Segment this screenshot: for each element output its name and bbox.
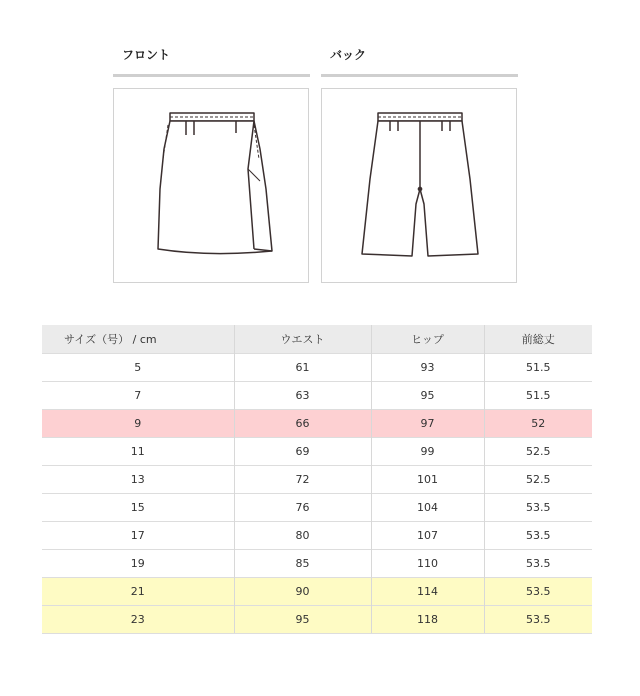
cell-hip: 110 <box>371 550 484 578</box>
cell-size: 17 <box>42 522 234 550</box>
back-view-label: バック <box>330 48 367 62</box>
front-view-label: フロント <box>122 48 171 62</box>
cell-size: 15 <box>42 494 234 522</box>
cell-length: 52.5 <box>484 466 592 494</box>
header-length: 前総丈 <box>484 325 592 354</box>
cell-hip: 104 <box>371 494 484 522</box>
cell-hip: 95 <box>371 382 484 410</box>
cell-length: 51.5 <box>484 382 592 410</box>
cell-size: 5 <box>42 354 234 382</box>
cell-waist: 66 <box>234 410 371 438</box>
cell-waist: 90 <box>234 578 371 606</box>
size-chart-table <box>42 325 592 634</box>
cell-size: 9 <box>42 410 234 438</box>
table-row <box>42 410 592 438</box>
cell-length: 51.5 <box>484 354 592 382</box>
table-row <box>42 354 592 382</box>
cell-length: 53.5 <box>484 550 592 578</box>
cell-size: 23 <box>42 606 234 634</box>
cell-waist: 95 <box>234 606 371 634</box>
cell-waist: 72 <box>234 466 371 494</box>
cell-size: 19 <box>42 550 234 578</box>
cell-size: 7 <box>42 382 234 410</box>
table-row <box>42 466 592 494</box>
table-row <box>42 438 592 466</box>
table-row <box>42 578 592 606</box>
cell-length: 53.5 <box>484 522 592 550</box>
cell-hip: 97 <box>371 410 484 438</box>
cell-length: 53.5 <box>484 606 592 634</box>
cell-waist: 61 <box>234 354 371 382</box>
cell-waist: 76 <box>234 494 371 522</box>
front-view-box <box>113 88 309 283</box>
cell-length: 53.5 <box>484 494 592 522</box>
cell-waist: 80 <box>234 522 371 550</box>
cell-hip: 118 <box>371 606 484 634</box>
cell-hip: 101 <box>371 466 484 494</box>
cell-waist: 63 <box>234 382 371 410</box>
cell-hip: 114 <box>371 578 484 606</box>
table-row <box>42 606 592 634</box>
header-size: サイズ（号） / cm <box>42 325 234 354</box>
header-hip: ヒップ <box>371 325 484 354</box>
cell-hip: 99 <box>371 438 484 466</box>
cell-waist: 69 <box>234 438 371 466</box>
cell-length: 52.5 <box>484 438 592 466</box>
table-header-row <box>42 325 592 354</box>
table-row <box>42 550 592 578</box>
cell-size: 13 <box>42 466 234 494</box>
culottes-back-drawing-icon <box>322 89 518 284</box>
cell-length: 52 <box>484 410 592 438</box>
cell-size: 21 <box>42 578 234 606</box>
back-view-rule <box>321 74 518 77</box>
table-row <box>42 494 592 522</box>
back-view-box <box>321 88 517 283</box>
cell-size: 11 <box>42 438 234 466</box>
cell-waist: 85 <box>234 550 371 578</box>
cell-hip: 93 <box>371 354 484 382</box>
cell-length: 53.5 <box>484 578 592 606</box>
skirt-front-drawing-icon <box>114 89 310 284</box>
header-waist: ウエスト <box>234 325 371 354</box>
front-view-rule <box>113 74 310 77</box>
cell-hip: 107 <box>371 522 484 550</box>
table-row <box>42 382 592 410</box>
table-row <box>42 522 592 550</box>
